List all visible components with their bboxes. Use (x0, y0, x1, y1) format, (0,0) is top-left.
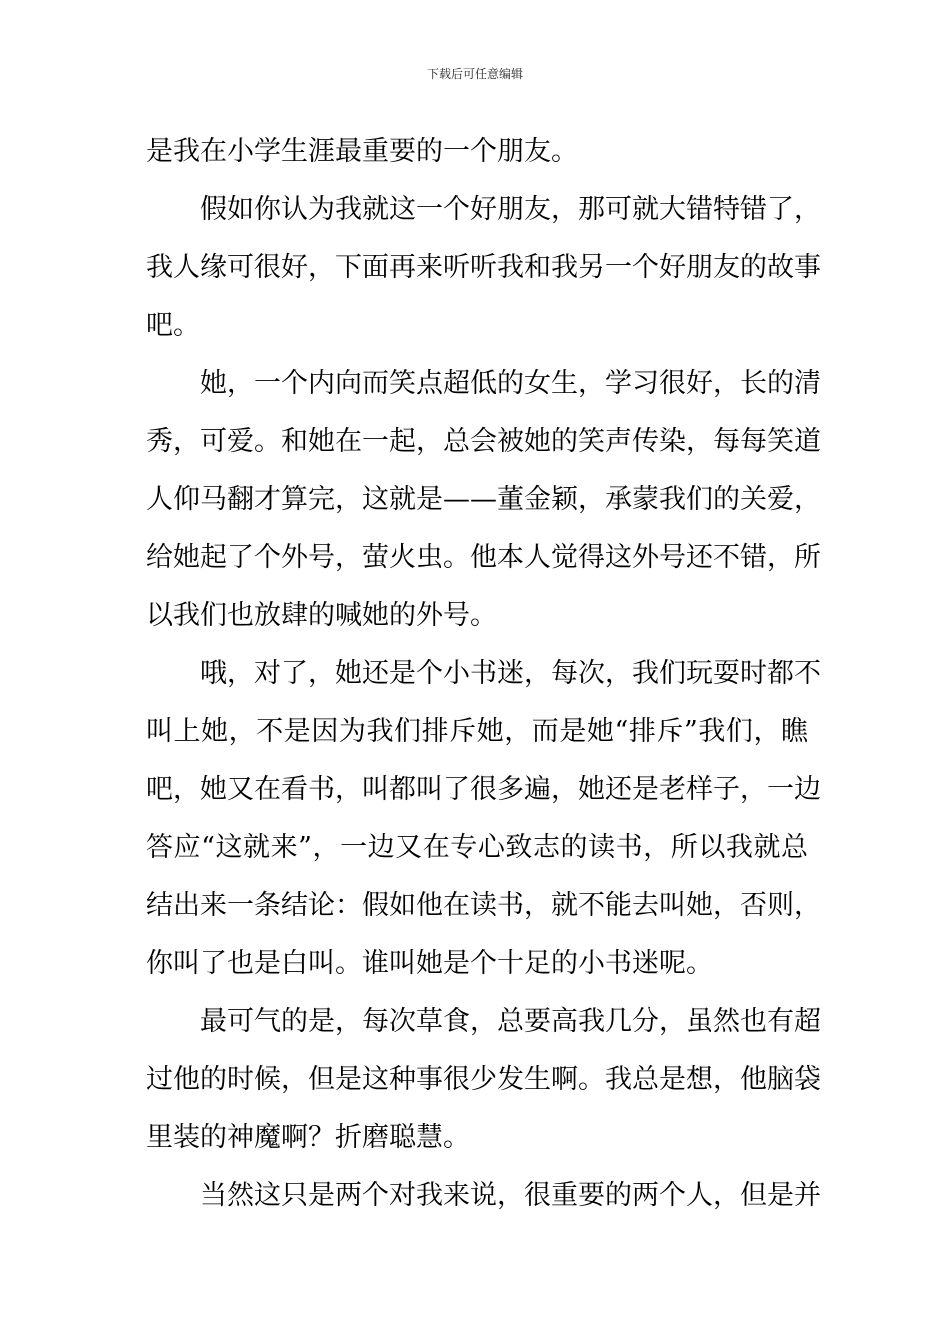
document-body (146, 128, 821, 1230)
text-line: 吧。 (146, 310, 200, 341)
paragraph (146, 360, 821, 650)
text-line: 当然这只是两个对我来说，很重要的两个人，但是并 (200, 1180, 821, 1211)
text-line: 过他的时候，但是这种事很少发生啊。我总是想，他脑袋 (146, 1064, 821, 1095)
text-line: 吧，她又在看书，叫都叫了很多遍，她还是老样子，一边 (146, 774, 821, 805)
text-line: 假如你认为我就这一个好朋友，那可就大错特错了， (200, 194, 821, 225)
text-line: 里装的神魔啊？折磨聪慧。 (146, 1122, 470, 1153)
text-line: 她，一个内向而笑点超低的女生，学习很好，长的清 (200, 368, 821, 399)
text-line: 叫上她，不是因为我们排斥她，而是她“排斥”我们，瞧 (146, 716, 808, 747)
text-line: 是我在小学生涯最重要的一个朋友。 (146, 136, 578, 167)
paragraph (146, 186, 821, 360)
text-line: 以我们也放肆的喊她的外号。 (146, 600, 497, 631)
page-header: 下载后可任意编辑 (426, 67, 523, 81)
text-line: 答应“这就来”，一边又在专心致志的读书，所以我就总 (146, 832, 808, 863)
text-line: 你叫了也是白叫。谁叫她是个十足的小书迷呢。 (146, 948, 713, 979)
text-line: 结出来一条结论：假如他在读书，就不能去叫她，否则， (146, 890, 821, 921)
paragraph (146, 128, 808, 186)
text-line: 给她起了个外号，萤火虫。他本人觉得这外号还不错，所 (146, 542, 821, 573)
text-line: 最可气的是，每次草食，总要高我几分，虽然也有超 (200, 1006, 821, 1037)
text-line: 人仰马翻才算完，这就是——董金颖，承蒙我们的关爱， (146, 484, 821, 515)
text-line: 我人缘可很好，下面再来听听我和我另一个好朋友的故事 (146, 252, 821, 283)
paragraph (146, 650, 821, 998)
paragraph (146, 998, 821, 1172)
paragraph (146, 1172, 821, 1230)
text-line: 秀，可爱。和她在一起，总会被她的笑声传染，每每笑道 (146, 426, 821, 457)
text-line: 哦，对了，她还是个小书迷，每次，我们玩耍时都不 (200, 658, 821, 689)
